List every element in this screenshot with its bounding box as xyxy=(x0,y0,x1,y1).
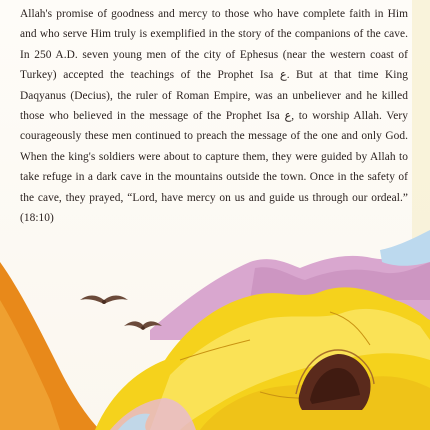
bird-icon xyxy=(80,296,128,305)
sky-patch xyxy=(380,230,430,266)
story-paragraph: Allah's promise of goodness and mercy to those who have complete faith in Him and who serve Him truly is exemplified in the story of the companions of the cave. In 250 A.D. seven young men of the city of Ephesus (near the western coast of Turkey) accepted the teachings of the Prophet Isa ع. But at that time King Daqyanus (Decius), the ruler of Roman Empire, was an unbeliever and he killed those who believed in the message of the Prophet Isa ع, to worship Allah. Very courageously these men continued to preach the message of the one and only God. When the king's soldiers were about to capture them, they were guided by Allah to take refuge in a dark cave in the mountains outside the town. Once in the safety of the cave, they prayed, “Lord, have mercy on us and guide us through our ordeal.” (18:10) xyxy=(20,8,409,225)
